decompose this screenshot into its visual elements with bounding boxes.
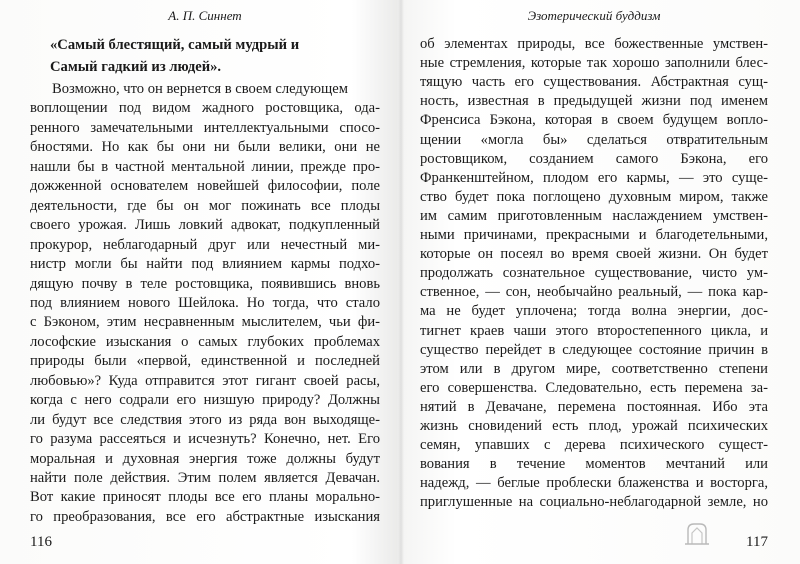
text-line: дящую почву в теле ростовщика, появившись вновь [30,275,380,292]
text-line: жизнь сновидений есть плод, урожай психических [420,418,768,434]
text-line: надежд, — беглые проблески блаженства и восторга, [420,475,768,492]
right-running-head: Эзотерический буддизм [527,8,661,23]
text-line: нашли бы в частной ментальной линии, прежде про- [30,158,380,175]
right-page [420,0,768,564]
text-line: лософские изыскания о самых глубоких проблемах [30,333,380,350]
text-line: ренного замечательными интеллектуальными спосо- [30,119,380,136]
left-page-number: 116 [30,534,52,550]
text-line: Франкенштейном, плодом его кармы, — это суще- [420,169,768,186]
text-line: моральная и духовная энергия тоже должны будут [30,450,380,467]
text-line: продолжать сознательное существование, чисто ум- [420,265,768,282]
text-line: деятельности, где бы он мог пожинать все плоды [30,197,380,214]
text-line: нистр могли бы найти под влиянием кармы подхо- [30,256,380,273]
left-page [30,0,380,564]
text-line: ные стремления, которые так хорошо заполнили блес- [420,55,768,72]
text-line: го разума рассеяться и исчезнуть? Конечно, нет. Его [30,431,380,448]
text-line: прокурор, неблагодарный друг или нечестный ми- [30,236,380,253]
text-line: любовью»? Куда отправится этот гигант своей расы, [30,372,380,389]
text-line: когда с него содрали его низшую природу? Должны [30,392,380,409]
epigraph-line: «Самый блестящий, самый мудрый и [50,37,300,53]
text-line: существо перейдет в следующее состояние причин в [420,341,768,358]
text-line: тигнет краев чаши этого второстепенного цикла, и [420,322,768,339]
text-line: ли будут все следствия этого из ряда вон выходяще- [30,411,380,428]
text-line: нятий в Девачане, перемена постоянная. Ибо эта [420,398,768,415]
text-line: тящую часть его существования. Абстрактная сущ- [420,74,768,91]
text-line: которые он посеял во время своей жизни. Он будет [420,246,768,263]
text-line: ма не будет уплочена; тогда волна энергии, дос- [420,303,768,320]
text-line: воплощении под видом жадного ростовщика, ода- [30,100,380,117]
text-line: Возможно, что он вернется в своем следующем [52,81,348,97]
text-line: приглушенные на социально-неблагодарной земле, но [420,494,768,511]
text-line: об элементах природы, все божественные умствен- [420,36,768,52]
text-line: го преобразования, все его абстрактные изыскания [30,508,380,525]
text-line: своего урожая. Лишь ловкий адвокат, подкупленный [30,217,380,234]
text-line: ростовщиком, созданием самого Бэкона, его [420,150,768,167]
text-line: природы были «первой, единственной и последней [30,353,380,370]
text-line: ными причинами, прекрасными и благодетельными, [420,227,768,243]
text-line: ственное, — сон, необычайно реальный, — пока кар- [420,284,768,301]
text-line: его совершенства. Следовательно, есть перемена за- [420,379,768,396]
book-gutter [398,0,404,564]
text-line: им самим приготовленным наслаждением умствен- [420,207,768,224]
left-running-head: А. П. Синнет [168,8,242,23]
text-line: под влиянием нового Шейлока. Но тогда, что стало [30,294,380,311]
right-page-number: 117 [746,534,768,550]
text-line: щении «могла бы» сделаться отвратительным [420,131,768,148]
text-line: ство будет пока поглощено духовным миром, также [420,188,768,205]
text-line: этом или в другом мире, соответственно степени [420,360,768,377]
text-line: ность, известная в предыдущей жизни под именем [420,93,768,110]
publisher-stamp-icon [682,519,712,549]
text-line: с Бэконом, этим несравненным мыслителем, чьи фи- [30,314,380,331]
text-line: дожженной основателем новейшей философии, поле [30,178,380,195]
text-line: найти поле действия. Этим полем является Девачан. [30,470,380,486]
text-line: Вот какие приносят плоды все его планы морально- [30,489,380,506]
text-line: вования в течение моментов мечтаний или [420,456,768,473]
epigraph-line: Самый гадкий из людей». [50,59,222,75]
text-line: Френсиса Бэкона, которая в своем будущем вопло- [420,112,768,129]
text-line: семян, упавших с дерева психического сущест- [420,437,768,454]
text-line: бностями. Но как бы они ни были велики, они не [30,139,380,156]
